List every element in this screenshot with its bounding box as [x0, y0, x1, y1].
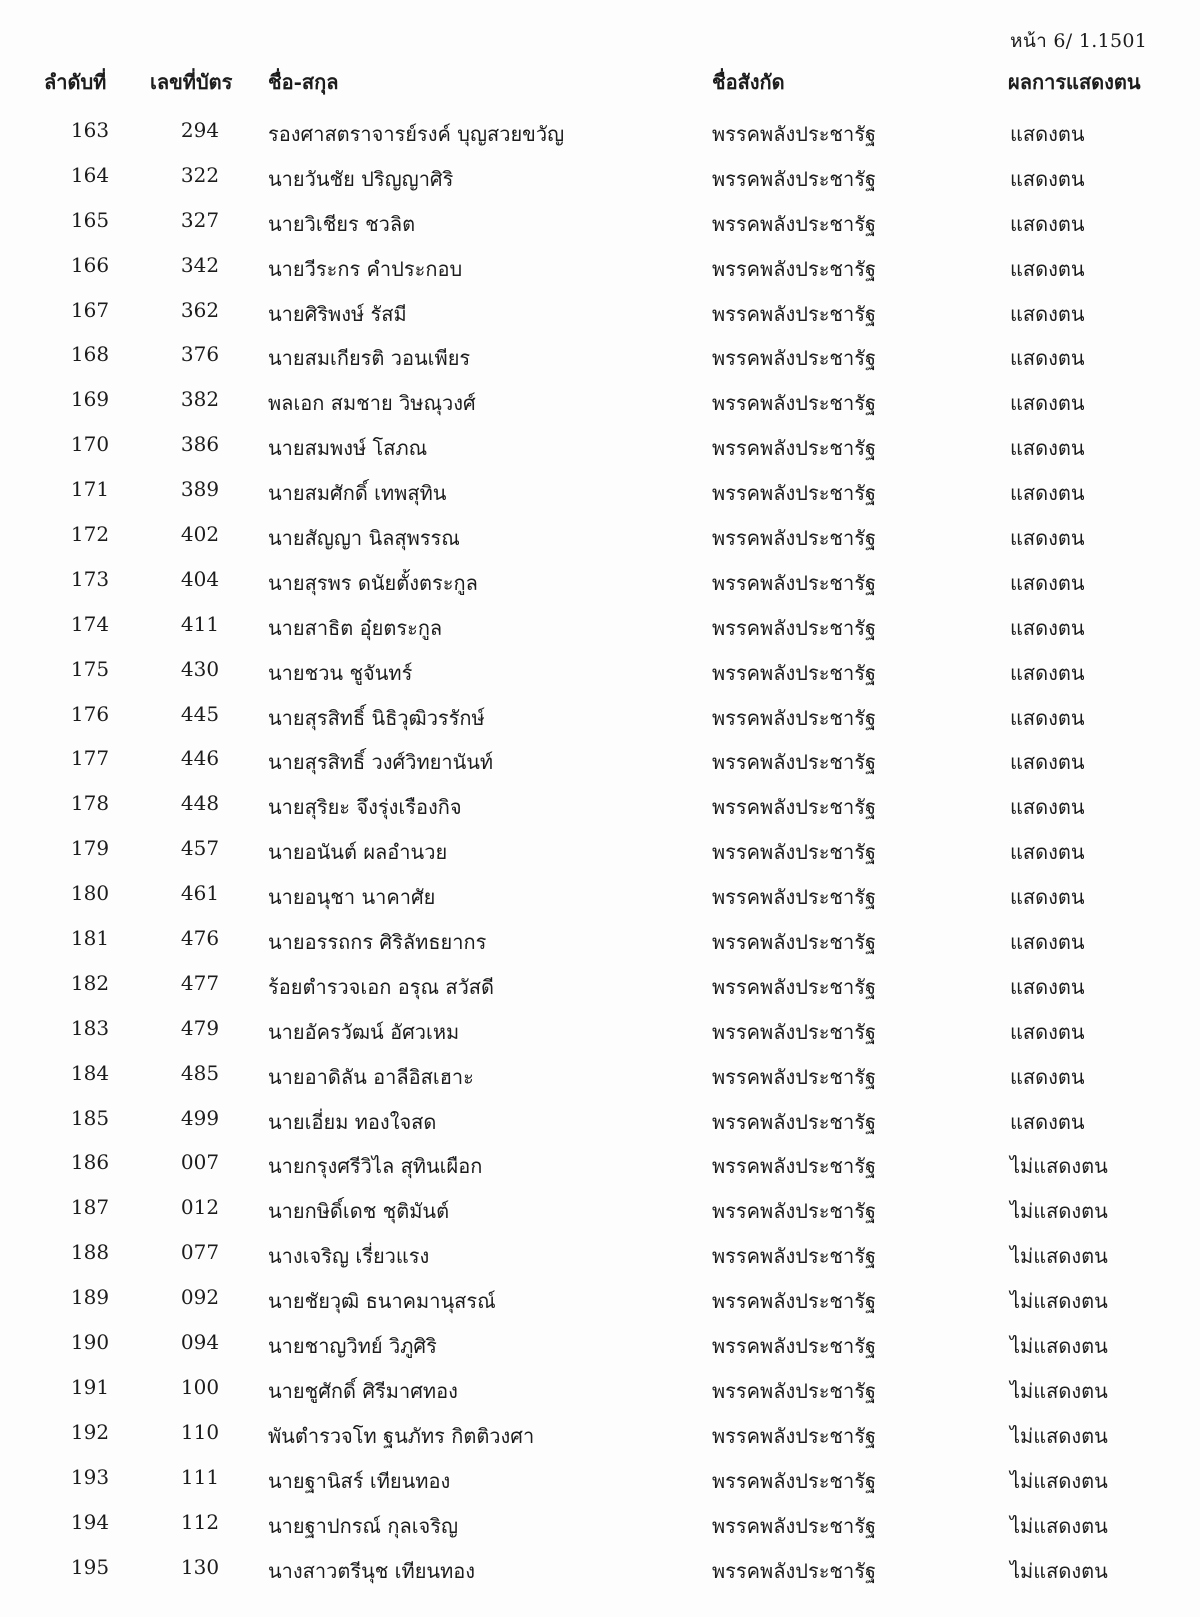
row-seq: 175 — [70, 656, 110, 681]
row-name: นายสุรสิทธิ์ นิธิวุฒิวรรักษ์ — [268, 705, 485, 730]
row-name: นางสาวตรีนุช เทียนทอง — [268, 1558, 476, 1583]
row-result: ไม่แสดงตน — [1010, 1378, 1108, 1403]
table-body — [0, 108, 1200, 1589]
row-party: พรรคพลังประชารัฐ — [712, 615, 877, 640]
row-card-number: 386 — [180, 432, 220, 457]
table-row — [0, 1455, 1200, 1500]
table-row — [0, 467, 1200, 512]
row-card-number: 327 — [180, 207, 220, 232]
row-seq: 178 — [70, 791, 110, 816]
row-card-number: 376 — [180, 342, 220, 367]
row-card-number: 477 — [180, 970, 220, 995]
row-result: ไม่แสดงตน — [1010, 1468, 1108, 1493]
table-row — [0, 961, 1200, 1006]
row-card-number: 476 — [180, 926, 220, 951]
row-party: พรรคพลังประชารัฐ — [712, 391, 877, 416]
table-row — [0, 692, 1200, 737]
table-row — [0, 871, 1200, 916]
row-name: พันตำรวจโท ฐนภัทร กิตติวงศา — [268, 1423, 535, 1448]
row-party: พรรคพลังประชารัฐ — [712, 1244, 877, 1269]
row-seq: 174 — [70, 611, 110, 636]
row-party: พรรคพลังประชารัฐ — [712, 1513, 877, 1538]
row-name: นายชาญวิทย์ วิภูศิริ — [268, 1334, 437, 1359]
row-result: แสดงตน — [1010, 346, 1085, 371]
table-row — [0, 916, 1200, 961]
row-name: นายชัยวุฒิ ธนาคมานุสรณ์ — [268, 1289, 496, 1314]
row-party: พรรคพลังประชารัฐ — [712, 795, 877, 820]
row-card-number: 110 — [180, 1419, 220, 1444]
row-card-number: 294 — [180, 118, 220, 142]
row-result: แสดงตน — [1010, 750, 1085, 775]
row-party: พรรคพลังประชารัฐ — [712, 660, 877, 685]
row-name: นายสมศักดิ์ เทพสุทิน — [268, 481, 447, 506]
row-result: แสดงตน — [1010, 526, 1085, 551]
row-name: นายสุริยะ จึงรุ่งเรืองกิจ — [268, 795, 462, 820]
row-party: พรรคพลังประชารัฐ — [712, 1334, 877, 1359]
row-seq: 169 — [70, 387, 110, 412]
row-card-number: 362 — [180, 297, 220, 322]
table-row — [0, 736, 1200, 781]
row-party: พรรคพลังประชารัฐ — [712, 256, 877, 281]
row-card-number: 446 — [180, 746, 220, 771]
row-result: แสดงตน — [1010, 436, 1085, 461]
row-result: แสดงตน — [1010, 660, 1085, 685]
table-row — [0, 1051, 1200, 1096]
row-result: ไม่แสดงตน — [1010, 1558, 1108, 1583]
row-name: นายอัครวัฒน์ อัศวเหม — [268, 1019, 460, 1044]
row-card-number: 077 — [180, 1240, 220, 1265]
row-card-number: 342 — [180, 252, 220, 277]
row-result: แสดงตน — [1010, 122, 1085, 146]
row-seq: 192 — [70, 1419, 110, 1444]
row-seq: 185 — [70, 1105, 110, 1130]
row-card-number: 499 — [180, 1105, 220, 1130]
row-card-number: 012 — [180, 1195, 220, 1220]
row-result: แสดงตน — [1010, 705, 1085, 730]
table-row — [0, 332, 1200, 377]
row-result: แสดงตน — [1010, 1109, 1085, 1134]
row-card-number: 092 — [180, 1285, 220, 1310]
row-name: นายชูศักดิ์ ศิรีมาศทอง — [268, 1378, 458, 1403]
row-seq: 163 — [70, 118, 110, 142]
row-seq: 180 — [70, 881, 110, 906]
row-seq: 187 — [70, 1195, 110, 1220]
row-party: พรรคพลังประชารัฐ — [712, 1558, 877, 1583]
row-party: พรรคพลังประชารัฐ — [712, 436, 877, 461]
row-seq: 189 — [70, 1285, 110, 1310]
table-row — [0, 647, 1200, 692]
row-party: พรรคพลังประชารัฐ — [712, 705, 877, 730]
row-card-number: 322 — [180, 162, 220, 187]
row-name: นายศิริพงษ์ รัสมี — [268, 301, 407, 326]
row-name: นายวีระกร คำประกอบ — [268, 256, 463, 281]
row-seq: 190 — [70, 1330, 110, 1355]
table-row — [0, 1230, 1200, 1275]
row-card-number: 445 — [180, 701, 220, 726]
row-card-number: 457 — [180, 836, 220, 861]
table-row — [0, 1410, 1200, 1455]
row-name: นายอนันต์ ผลอำนวย — [268, 840, 448, 865]
table-row — [0, 1545, 1200, 1590]
row-card-number: 430 — [180, 656, 220, 681]
row-party: พรรคพลังประชารัฐ — [712, 570, 877, 595]
row-party: พรรคพลังประชารัฐ — [712, 1064, 877, 1089]
row-name: ร้อยตำรวจเอก อรุณ สวัสดี — [268, 974, 494, 999]
row-party: พรรคพลังประชารัฐ — [712, 1468, 877, 1493]
row-name: นายชวน ชูจันทร์ — [268, 660, 413, 685]
row-seq: 173 — [70, 566, 110, 591]
row-result: แสดงตน — [1010, 974, 1085, 999]
row-result: แสดงตน — [1010, 840, 1085, 865]
row-result: แสดงตน — [1010, 1064, 1085, 1089]
row-name: นายสาธิต อุ๋ยตระกูล — [268, 615, 443, 640]
table-row — [0, 153, 1200, 198]
row-result: ไม่แสดงตน — [1010, 1423, 1108, 1448]
header-result: ผลการแสดงตน — [1008, 70, 1141, 94]
row-party: พรรคพลังประชารัฐ — [712, 1289, 877, 1314]
row-result: แสดงตน — [1010, 211, 1085, 236]
table-row — [0, 1365, 1200, 1410]
row-party: พรรคพลังประชารัฐ — [712, 526, 877, 551]
row-result: แสดงตน — [1010, 570, 1085, 595]
row-seq: 181 — [70, 926, 110, 951]
row-seq: 177 — [70, 746, 110, 771]
row-party: พรรคพลังประชารัฐ — [712, 481, 877, 506]
row-seq: 165 — [70, 207, 110, 232]
row-name: นายสัญญา นิลสุพรรณ — [268, 526, 460, 551]
row-card-number: 389 — [180, 477, 220, 502]
table-row — [0, 1096, 1200, 1141]
row-card-number: 402 — [180, 522, 220, 547]
row-result: แสดงตน — [1010, 301, 1085, 326]
table-row — [0, 1006, 1200, 1051]
row-result: แสดงตน — [1010, 1019, 1085, 1044]
row-party: พรรคพลังประชารัฐ — [712, 1199, 877, 1224]
row-seq: 183 — [70, 1015, 110, 1040]
row-card-number: 007 — [180, 1150, 220, 1175]
row-name: นายวันชัย ปริญญาศิริ — [268, 166, 454, 191]
table-row — [0, 557, 1200, 602]
row-card-number: 094 — [180, 1330, 220, 1355]
table-row — [0, 108, 1200, 153]
row-party: พรรคพลังประชารัฐ — [712, 122, 877, 146]
header-name: ชื่อ-สกุล — [268, 70, 339, 94]
row-name: นายฐาปกรณ์ กุลเจริญ — [268, 1513, 459, 1538]
table-row — [0, 1500, 1200, 1545]
row-name: รองศาสตราจารย์รงค์ บุญสวยขวัญ — [268, 122, 565, 146]
row-seq: 176 — [70, 701, 110, 726]
row-card-number: 479 — [180, 1015, 220, 1040]
row-name: นายอนุชา นาคาศัย — [268, 885, 436, 910]
row-name: นางเจริญ เรี่ยวแรง — [268, 1244, 430, 1269]
table-row — [0, 288, 1200, 333]
table-row — [0, 198, 1200, 243]
row-party: พรรคพลังประชารัฐ — [712, 840, 877, 865]
row-name: นายวิเชียร ชวลิต — [268, 211, 416, 236]
row-seq: 172 — [70, 522, 110, 547]
table-row — [0, 243, 1200, 288]
row-card-number: 485 — [180, 1060, 220, 1085]
row-name: นายฐานิสร์ เทียนทอง — [268, 1468, 451, 1493]
row-card-number: 461 — [180, 881, 220, 906]
row-card-number: 411 — [180, 611, 220, 636]
row-card-number: 112 — [180, 1509, 220, 1534]
row-seq: 184 — [70, 1060, 110, 1085]
row-party: พรรคพลังประชารัฐ — [712, 1109, 877, 1134]
page-number: หน้า 6/ 1.1501 — [1010, 30, 1148, 52]
row-seq: 193 — [70, 1464, 110, 1489]
row-result: แสดงตน — [1010, 481, 1085, 506]
table-header — [0, 66, 1200, 98]
row-result: แสดงตน — [1010, 256, 1085, 281]
row-party: พรรคพลังประชารัฐ — [712, 346, 877, 371]
row-name: นายอรรถกร ศิริลัทธยากร — [268, 930, 487, 955]
table-row — [0, 1140, 1200, 1185]
row-seq: 168 — [70, 342, 110, 367]
row-result: ไม่แสดงตน — [1010, 1334, 1108, 1359]
row-party: พรรคพลังประชารัฐ — [712, 211, 877, 236]
table-row — [0, 781, 1200, 826]
row-seq: 195 — [70, 1554, 110, 1579]
row-card-number: 448 — [180, 791, 220, 816]
row-card-number: 382 — [180, 387, 220, 412]
row-party: พรรคพลังประชารัฐ — [712, 974, 877, 999]
row-party: พรรคพลังประชารัฐ — [712, 885, 877, 910]
row-card-number: 111 — [180, 1464, 220, 1489]
row-result: แสดงตน — [1010, 391, 1085, 416]
row-seq: 166 — [70, 252, 110, 277]
row-result: ไม่แสดงตน — [1010, 1154, 1108, 1179]
row-card-number: 404 — [180, 566, 220, 591]
row-name: นายสมเกียรติ วอนเพียร — [268, 346, 471, 371]
row-party: พรรคพลังประชารัฐ — [712, 750, 877, 775]
row-party: พรรคพลังประชารัฐ — [712, 1423, 877, 1448]
row-name: นายเอี่ยม ทองใจสด — [268, 1109, 437, 1134]
table-row — [0, 377, 1200, 422]
row-card-number: 100 — [180, 1374, 220, 1399]
row-seq: 164 — [70, 162, 110, 187]
row-party: พรรคพลังประชารัฐ — [712, 301, 877, 326]
row-card-number: 130 — [180, 1554, 220, 1579]
row-result: แสดงตน — [1010, 930, 1085, 955]
header-card-number: เลขที่บัตร — [150, 70, 233, 94]
table-row — [0, 1275, 1200, 1320]
row-seq: 167 — [70, 297, 110, 322]
row-result: แสดงตน — [1010, 885, 1085, 910]
row-result: ไม่แสดงตน — [1010, 1199, 1108, 1224]
row-party: พรรคพลังประชารัฐ — [712, 930, 877, 955]
row-seq: 179 — [70, 836, 110, 861]
header-party: ชื่อสังกัด — [712, 70, 785, 94]
row-result: แสดงตน — [1010, 166, 1085, 191]
row-result: ไม่แสดงตน — [1010, 1244, 1108, 1269]
row-name: นายกษิดิ์เดช ชุติมันต์ — [268, 1199, 450, 1224]
row-name: พลเอก สมชาย วิษณุวงศ์ — [268, 391, 476, 416]
row-seq: 186 — [70, 1150, 110, 1175]
table-row — [0, 1185, 1200, 1230]
header-seq: ลำดับที่ — [44, 70, 107, 94]
row-seq: 191 — [70, 1374, 110, 1399]
row-name: นายสมพงษ์ โสภณ — [268, 436, 428, 461]
table-row — [0, 1320, 1200, 1365]
row-seq: 194 — [70, 1509, 110, 1534]
row-name: นายกรุงศรีวิไล สุทินเผือก — [268, 1154, 483, 1179]
table-row — [0, 422, 1200, 467]
row-result: แสดงตน — [1010, 615, 1085, 640]
table-row — [0, 512, 1200, 557]
row-party: พรรคพลังประชารัฐ — [712, 1154, 877, 1179]
row-seq: 170 — [70, 432, 110, 457]
row-party: พรรคพลังประชารัฐ — [712, 1019, 877, 1044]
row-result: แสดงตน — [1010, 795, 1085, 820]
table-row — [0, 826, 1200, 871]
row-party: พรรคพลังประชารัฐ — [712, 1378, 877, 1403]
row-name: นายสุรสิทธิ์ วงศ์วิทยานันท์ — [268, 750, 494, 775]
row-seq: 182 — [70, 970, 110, 995]
row-result: ไม่แสดงตน — [1010, 1513, 1108, 1538]
row-party: พรรคพลังประชารัฐ — [712, 166, 877, 191]
row-seq: 188 — [70, 1240, 110, 1265]
table-row — [0, 602, 1200, 647]
row-result: ไม่แสดงตน — [1010, 1289, 1108, 1314]
row-name: นายอาดิลัน อาลีอิสเฮาะ — [268, 1064, 474, 1089]
row-seq: 171 — [70, 477, 110, 502]
row-name: นายสุรพร ดนัยตั้งตระกูล — [268, 570, 478, 595]
